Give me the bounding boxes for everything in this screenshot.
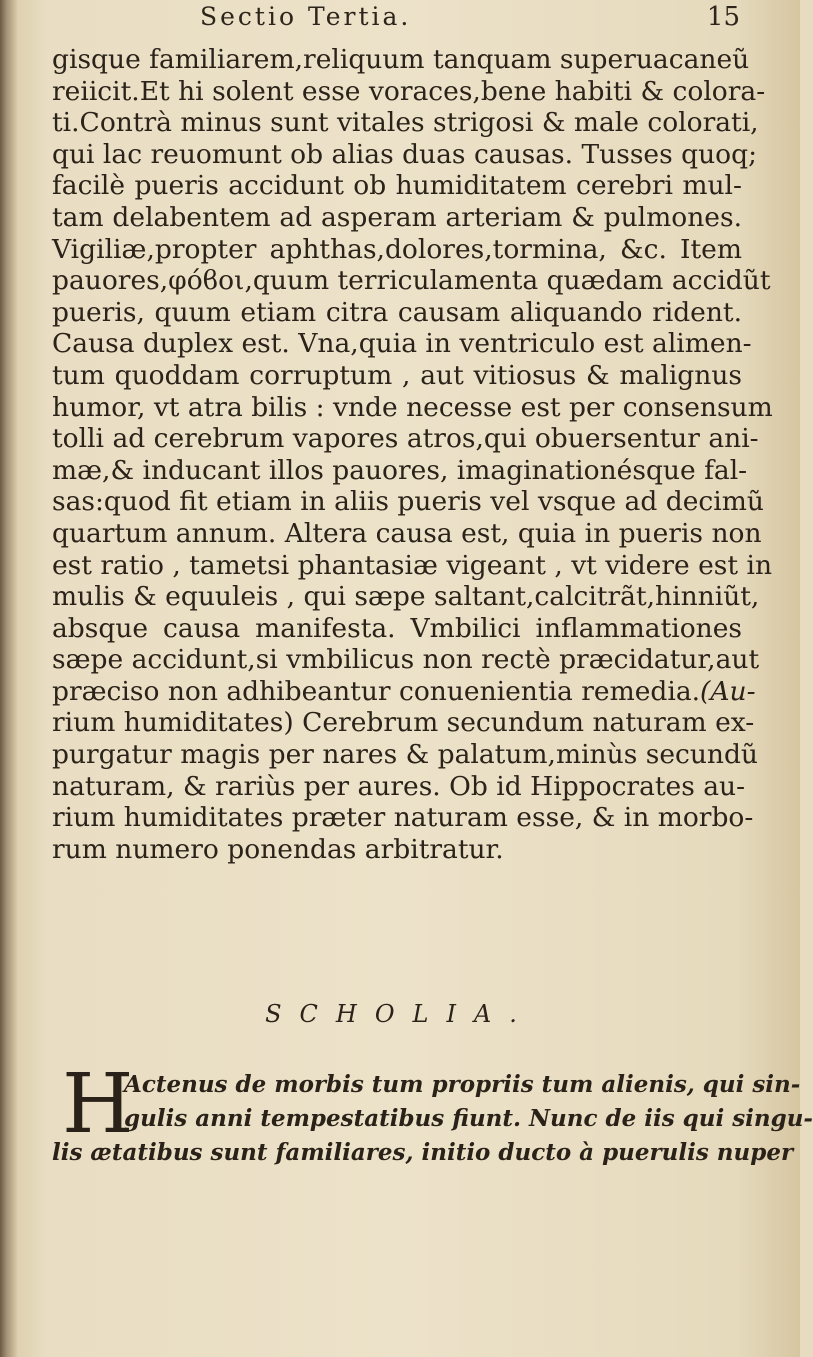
text-line: tam delabentem ad asperam arteriam & pulmones.	[52, 201, 742, 233]
scholia-heading: SCHOLIA.	[265, 1000, 535, 1028]
text-line: Causa duplex est. Vna,quia in ventriculo est alimen-	[52, 328, 752, 360]
text-line: quartum annum. Altera causa est, quia in pueris non	[52, 517, 762, 549]
text-line: purgatur magis per nares & palatum,minùs secundũ	[52, 739, 759, 771]
scholia-line: gulis anni tempestatibus fiunt. Nunc de iis qui singu-	[124, 1105, 813, 1132]
text-line: reiicit.Et hi solent esse voraces,bene habiti & colora-	[52, 75, 766, 107]
text-line: humor, vt atra bilis : vnde necesse est per consensum	[52, 391, 773, 423]
text-line: pauores,φόϐοι,quum terriculamenta quædam accidũt	[52, 265, 771, 297]
text-line: rium humiditates) Cerebrum secundum naturam ex-	[52, 707, 755, 739]
gloss-marker: (Au-	[700, 675, 756, 707]
text-line: qui lac reuomunt ob alias duas causas. Tusses quoq;	[52, 138, 758, 170]
section-title: Sectio Tertia.	[200, 2, 412, 31]
text-line: sæpe accidunt,si vmbilicus non rectè præcidatur,aut	[52, 644, 760, 676]
text-line: ti.Contrà minus sunt vitales strigosi & male colorati,	[52, 107, 759, 139]
text-line: absque causa manifesta. Vmbilici inflammationes	[52, 612, 742, 644]
running-head	[200, 2, 760, 38]
text-line: tolli ad cerebrum vapores atros,qui obuersentur ani-	[52, 423, 759, 455]
text-line: sas:quod fit etiam in aliis pueris vel vsque ad decimũ	[52, 486, 764, 518]
scholia-line: lis ætatibus sunt familiares, initio ducto à puerulis nuper	[52, 1139, 794, 1166]
text-line: tum quoddam corruptum , aut vitiosus & malignus	[52, 359, 742, 391]
text-line-segment: præciso non adhibeantur conuenientia remedia.	[52, 675, 701, 707]
text-line: gisque familiarem,reliquum tanquam superuacaneũ	[52, 44, 750, 75]
text-line: est ratio , tametsi phantasiæ vigeant , vt videre est in	[52, 549, 773, 581]
text-line: naturam, & rariùs per aures. Ob id Hippocrates au-	[52, 770, 746, 802]
text-line-with-gloss	[52, 675, 756, 708]
text-line: rum numero ponendas arbitratur.	[52, 833, 504, 865]
text-line: rium humiditates præter naturam esse, & in morbo-	[52, 802, 754, 834]
page-gutter-shadow	[0, 0, 18, 1357]
text-line: pueris, quum etiam citra causam aliquando rident.	[52, 296, 742, 328]
page-number: 15	[706, 2, 740, 32]
drop-cap: H	[62, 1057, 134, 1152]
scholia-text	[52, 1057, 813, 1170]
text-line: mulis & equuleis , qui sæpe saltant,calcitrãt,hinniũt,	[52, 581, 760, 613]
main-text	[52, 44, 773, 865]
text-line: facilè pueris accidunt ob humiditatem cerebri mul-	[52, 170, 742, 202]
scholia-line: Actenus de morbis tum propriis tum alienis, qui sin-	[124, 1071, 801, 1098]
text-line: Vigiliæ,propter aphthas,dolores,tormina, &c. Item	[52, 233, 742, 265]
text-line: mæ,& inducant illos pauores, imaginationésque fal-	[52, 454, 748, 486]
